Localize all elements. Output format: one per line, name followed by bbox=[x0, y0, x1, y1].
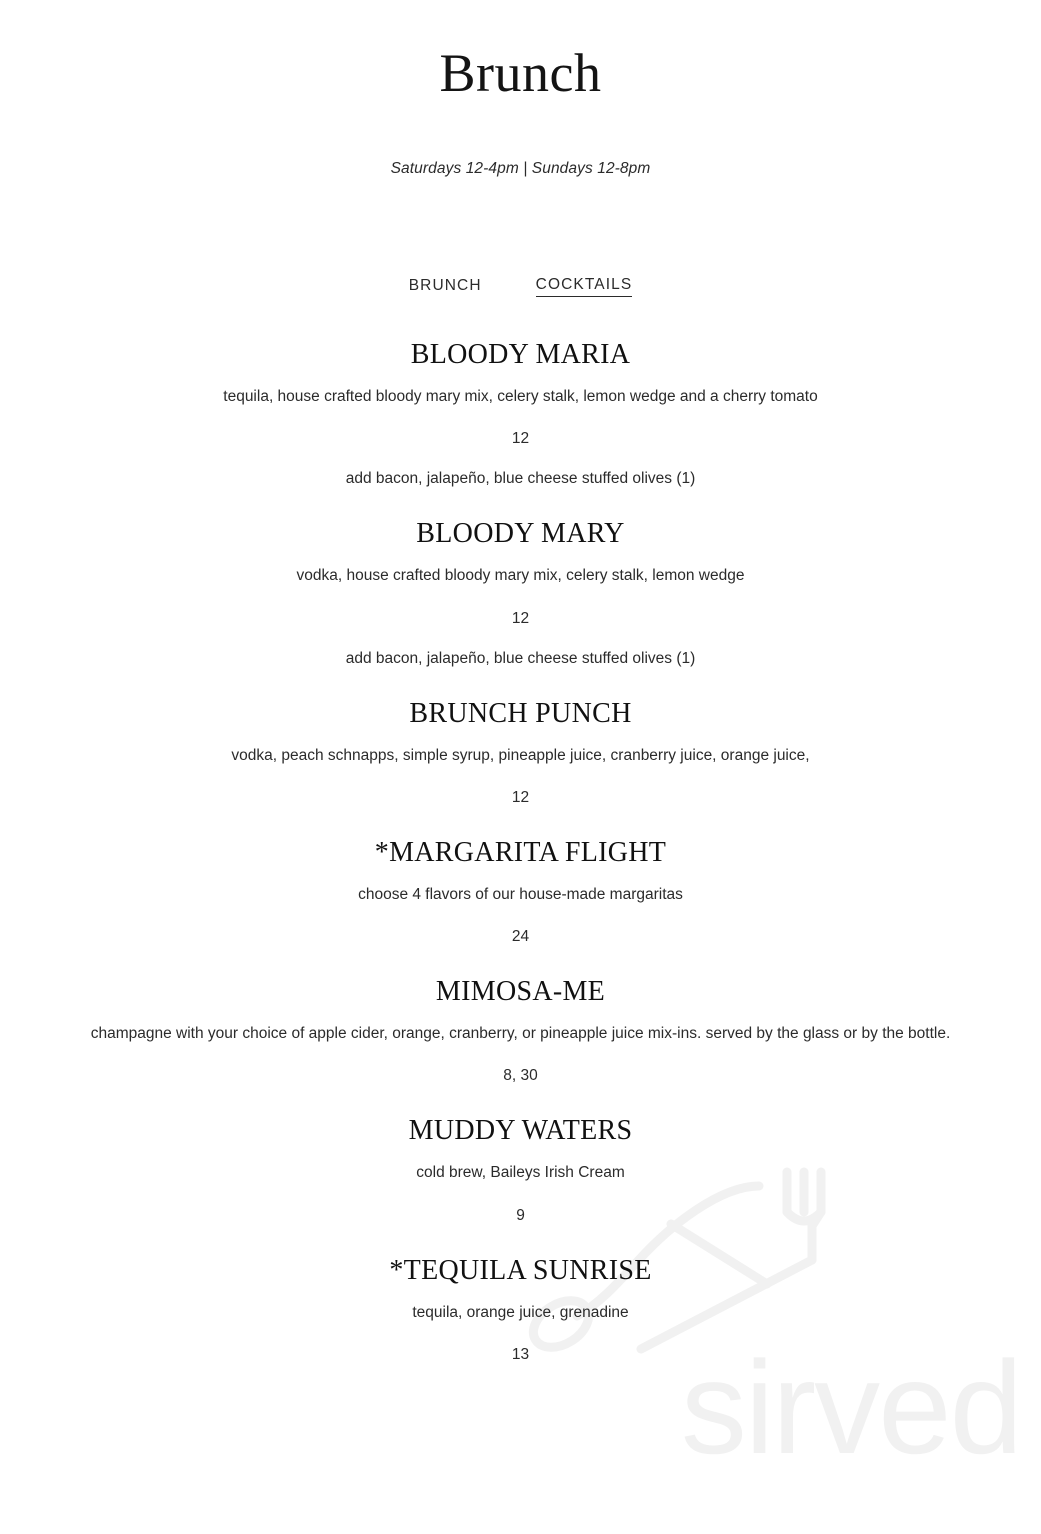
menu-item-price: 12 bbox=[511, 430, 530, 448]
menu-item-name: *TEQUILA SUNRISE bbox=[389, 1254, 652, 1286]
menu-item-description: vodka, peach schnapps, simple syrup, pineapple juice, cranberry juice, orange juice, bbox=[231, 746, 810, 764]
menu-tabs bbox=[40, 276, 1001, 297]
menu-hours: Saturdays 12-4pm | Sundays 12-8pm bbox=[390, 160, 651, 177]
menu-item-price: 12 bbox=[511, 788, 530, 806]
menu-item bbox=[40, 837, 1001, 946]
menu-item-description: tequila, orange juice, grenadine bbox=[412, 1303, 629, 1321]
tab-cocktails[interactable]: COCKTAILS bbox=[536, 276, 633, 297]
menu-item-price: 9 bbox=[516, 1206, 525, 1224]
page-title: Brunch bbox=[439, 43, 602, 103]
menu-item-price: 12 bbox=[511, 609, 530, 627]
menu-item bbox=[40, 976, 1001, 1085]
menu-item-description: choose 4 flavors of our house-made margaritas bbox=[358, 885, 683, 903]
menu-item-name: BRUNCH PUNCH bbox=[409, 697, 632, 729]
menu-items bbox=[40, 339, 1001, 1364]
watermark-text: sirved bbox=[680, 1334, 1021, 1481]
menu-item-addon: add bacon, jalapeño, blue cheese stuffed olives (1) bbox=[345, 649, 696, 667]
menu-item-price: 8, 30 bbox=[503, 1067, 538, 1085]
menu-item-name: *MARGARITA FLIGHT bbox=[374, 836, 667, 868]
menu-item bbox=[40, 698, 1001, 807]
menu-item-name: BLOODY MARIA bbox=[410, 339, 631, 370]
menu-item-price: 24 bbox=[511, 928, 530, 945]
menu-item-name: BLOODY MARY bbox=[416, 518, 625, 550]
menu-item-price: 13 bbox=[511, 1345, 530, 1363]
menu-item-name: MUDDY WATERS bbox=[408, 1115, 633, 1147]
menu-item-description: cold brew, Baileys Irish Cream bbox=[416, 1164, 625, 1182]
menu-item bbox=[40, 339, 1001, 488]
menu-item-addon: add bacon, jalapeño, blue cheese stuffed olives (1) bbox=[345, 470, 696, 488]
menu-item bbox=[40, 1115, 1001, 1224]
menu-item-description: vodka, house crafted bloody mary mix, celery stalk, lemon wedge bbox=[296, 567, 745, 585]
tab-brunch[interactable]: BRUNCH bbox=[408, 276, 482, 294]
menu-item-description: tequila, house crafted bloody mary mix, celery stalk, lemon wedge and a cherry tomato bbox=[223, 388, 818, 405]
menu-item bbox=[40, 518, 1001, 667]
menu-item bbox=[40, 1255, 1001, 1364]
menu-item-name: MIMOSA-ME bbox=[435, 976, 606, 1007]
menu-item-description: champagne with your choice of apple cider, orange, cranberry, or pineapple juice mix-ins. served by the glass or by the bottle. bbox=[90, 1025, 951, 1042]
